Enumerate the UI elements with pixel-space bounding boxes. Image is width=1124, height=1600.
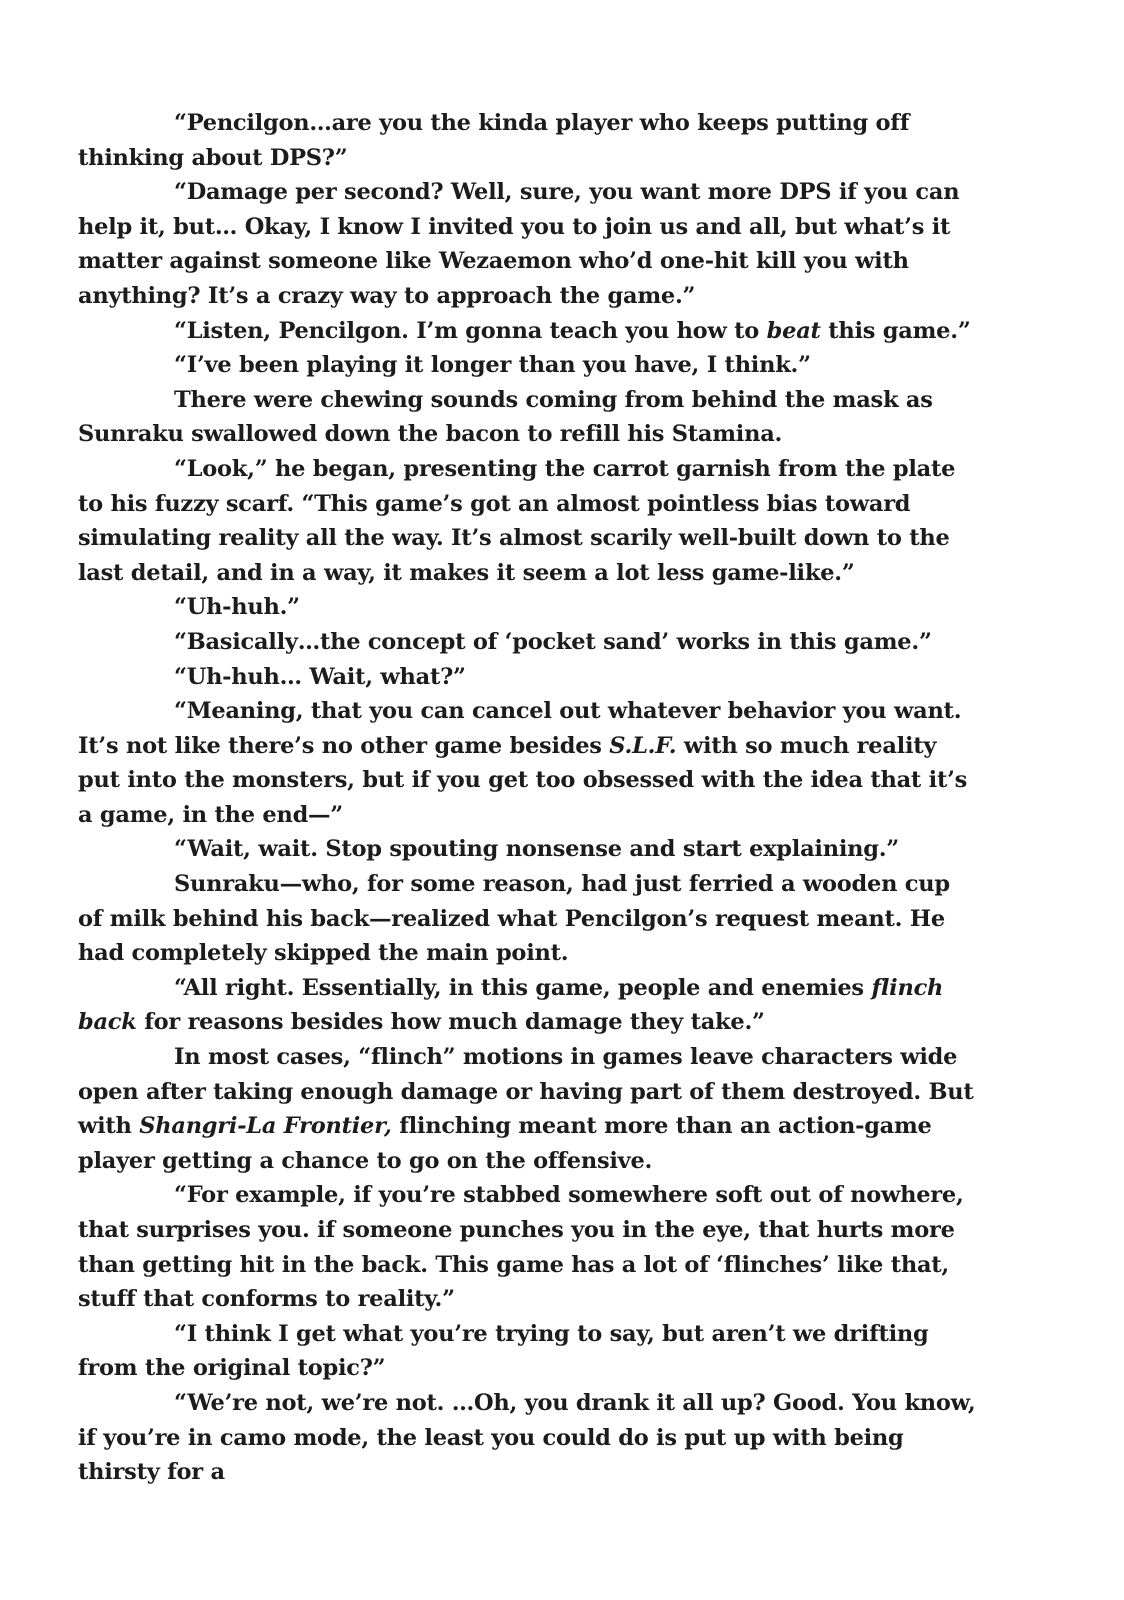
text-run: “I’ve been playing it longer than you have, I think.” xyxy=(174,352,811,379)
text-run: “For example, if you’re stabbed somewhere soft out of nowhere, that surprises you. if someone punches you in the eye, that hurts more than getting hit in the back. This game has a lot of ‘flinches’ like that, stuff that conforms to reality.” xyxy=(78,1182,964,1313)
paragraph xyxy=(78,314,978,349)
paragraph xyxy=(78,106,978,175)
paragraph xyxy=(78,590,978,625)
paragraph xyxy=(78,1178,978,1316)
text-run: “Meaning, that you can cancel out whatever behavior you want. It’s not like there’s no other game besides xyxy=(78,698,962,759)
text-run: “I think I get what you’re trying to say, but aren’t we drifting from the original topic?” xyxy=(78,1320,929,1382)
italic-text: S.L.F. xyxy=(609,732,677,759)
paragraph xyxy=(78,832,978,867)
page-body-text xyxy=(78,106,978,1490)
paragraph xyxy=(78,625,978,660)
text-run: “Look,” he began, presenting the carrot garnish from the plate to his fuzzy scarf. “This game’s got an almost pointless bias toward simulating reality all the way. It’s almost scarily well-built down to the last detail, and in a way, it makes it seem a lot less game-like.” xyxy=(78,455,956,586)
text-run: “Uh-huh… Wait, what?” xyxy=(174,663,466,690)
text-run: “Damage per second? Well, sure, you want more DPS if you can help it, but… Okay, I know I invited you to join us and all, but what’s it matter against someone like Wezaemon who’d one-hit kill you with anything? It’s a crazy way to approach the game.” xyxy=(78,179,960,309)
paragraph xyxy=(78,867,978,971)
paragraph xyxy=(78,694,978,832)
paragraph xyxy=(78,971,978,1040)
paragraph xyxy=(78,383,978,452)
text-run: “Uh-huh.” xyxy=(174,594,300,621)
text-run: In most cases, “flinch” motions in games leave characters wide open after taking enough damage or having part of them destroyed. But with xyxy=(78,1044,974,1140)
paragraph xyxy=(78,1386,978,1490)
text-run: “We’re not, we’re not. …Oh, you drank it all up? Good. You know, if you’re in camo mode, the least you could do is put up with being thirsty for a xyxy=(78,1389,976,1486)
paragraph xyxy=(78,1040,978,1178)
text-run: “Wait, wait. Stop spouting nonsense and start explaining.” xyxy=(174,836,899,863)
text-run: for reasons besides how much damage they take.” xyxy=(136,1009,765,1036)
text-run: “Pencilgon…are you the kinda player who keeps putting off thinking about DPS?” xyxy=(78,110,910,171)
paragraph xyxy=(78,660,978,695)
text-run: “Listen, Pencilgon. I’m gonna teach you how to xyxy=(174,317,767,344)
text-run: this game.” xyxy=(820,317,971,344)
italic-text: flinch back xyxy=(78,974,944,1036)
text-run: “Basically…the concept of ‘pocket sand’ works in this game.” xyxy=(174,628,932,655)
paragraph xyxy=(78,175,978,313)
text-run: There were chewing sounds coming from behind the mask as Sunraku swallowed down the bacon to refill his Stamina. xyxy=(78,386,933,448)
text-run: flinching meant more than an action-game player getting a chance to go on the offensive. xyxy=(78,1113,932,1174)
paragraph xyxy=(78,348,978,383)
italic-text: Shangri-La Frontier, xyxy=(139,1113,392,1140)
text-run: Sunraku—who, for some reason, had just ferried a wooden cup of milk behind his back—realized what Pencilgon’s request meant. He had completely skipped the main point. xyxy=(78,871,950,967)
italic-text: beat xyxy=(766,317,821,344)
text-run: with so much reality put into the monsters, but if you get too obsessed with the idea that it’s a game, in the end—” xyxy=(78,732,968,828)
paragraph xyxy=(78,1317,978,1386)
text-run: “All right. Essentially, in this game, people and enemies xyxy=(174,974,872,1001)
paragraph xyxy=(78,452,978,590)
